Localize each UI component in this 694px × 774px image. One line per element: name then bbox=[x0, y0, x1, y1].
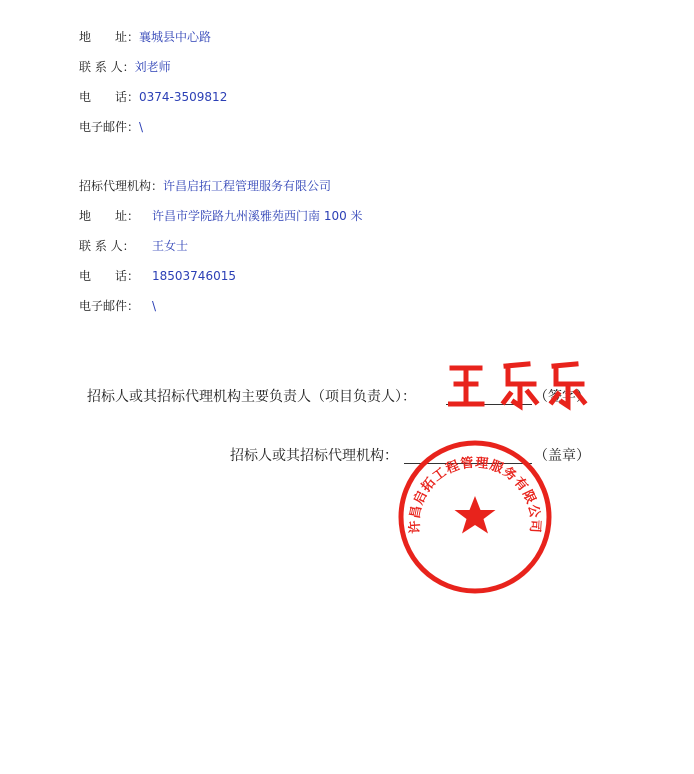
seal-text: 许昌启拓工程管理服务有限公司 bbox=[407, 455, 543, 535]
agency-address: 许昌市学院路九州溪雅苑西门南 100 米 bbox=[152, 209, 363, 223]
org-seal-suffix: （盖章） bbox=[534, 448, 590, 464]
agency-address-row bbox=[79, 208, 363, 224]
org-seal-label: 招标人或其招标代理机构： bbox=[230, 448, 398, 464]
contact-label: 联 系 人： bbox=[79, 239, 135, 253]
tenderee-address: 襄城县中心路 bbox=[139, 30, 212, 44]
phone-label: 电 话： bbox=[79, 90, 140, 104]
agency-label: 招标代理机构： bbox=[79, 179, 164, 193]
email-label: 电子邮件： bbox=[79, 299, 140, 313]
agency-email: \ bbox=[152, 299, 157, 313]
handwritten-signature bbox=[448, 360, 588, 412]
tenderee-phone-row bbox=[79, 89, 227, 105]
official-seal bbox=[396, 438, 554, 596]
tenderee-email-row bbox=[79, 119, 143, 135]
address-label: 地 址： bbox=[79, 30, 140, 44]
agency-name-row bbox=[79, 178, 331, 194]
email-label: 电子邮件： bbox=[79, 120, 140, 134]
phone-label: 电 话： bbox=[79, 269, 140, 283]
agency-contact: 王女士 bbox=[152, 239, 189, 253]
leader-signature-suffix: （签字） bbox=[534, 389, 590, 405]
tenderee-phone: 0374-3509812 bbox=[139, 90, 228, 104]
agency-contact-row bbox=[79, 238, 188, 254]
agency-phone: 18503746015 bbox=[152, 269, 236, 283]
agency-phone-row bbox=[79, 268, 236, 284]
agency-name: 许昌启拓工程管理服务有限公司 bbox=[163, 179, 332, 193]
tenderee-contact: 刘老师 bbox=[134, 60, 171, 74]
tenderee-contact-row bbox=[79, 59, 171, 75]
star-icon bbox=[455, 496, 496, 534]
tenderee-address-row bbox=[79, 29, 211, 45]
leader-signature-label: 招标人或其招标代理机构主要负责人（项目负责人）： bbox=[87, 389, 416, 405]
address-label: 地 址： bbox=[79, 209, 140, 223]
contact-label: 联 系 人： bbox=[79, 60, 135, 74]
tenderee-email: \ bbox=[139, 120, 144, 134]
agency-email-row bbox=[79, 298, 156, 314]
